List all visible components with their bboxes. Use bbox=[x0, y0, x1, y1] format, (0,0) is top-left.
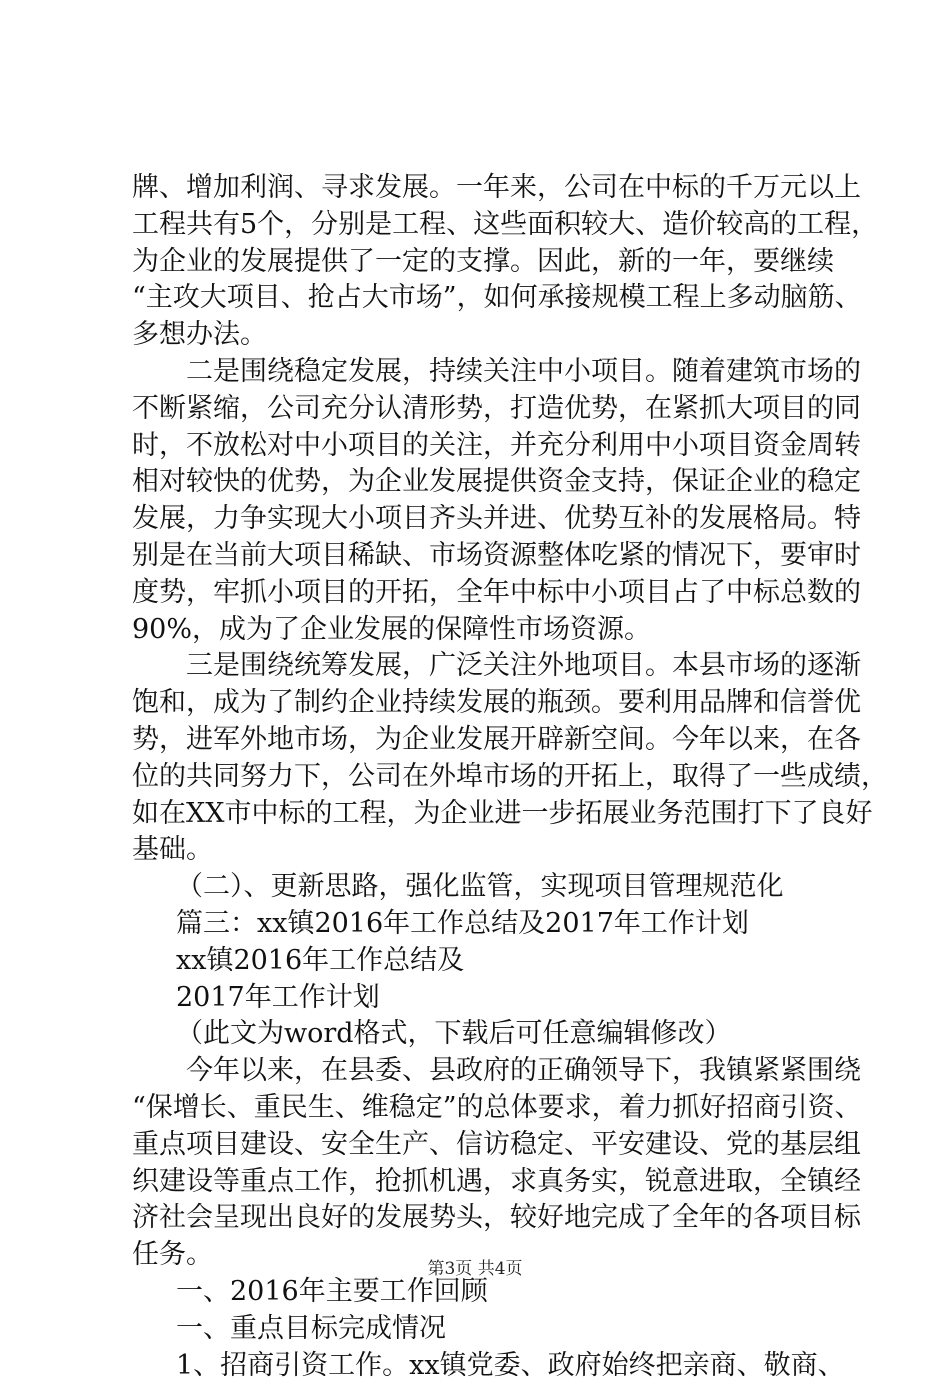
text-line: 工程共有5个，分别是工程、这些面积较大、造价较高的工程， bbox=[132, 207, 824, 244]
text-line: 多想办法。 bbox=[132, 317, 824, 354]
text-line: 位的共同努力下，公司在外埠市场的开拓上，取得了一些成绩， bbox=[132, 759, 824, 796]
text-line: 相对较快的优势，为企业发展提供资金支持，保证企业的稳定 bbox=[132, 464, 824, 501]
text-line: 如在XX市中标的工程，为企业进一步拓展业务范围打下了良好 bbox=[132, 796, 824, 833]
text-line: 为企业的发展提供了一定的支撑。因此，新的一年，要继续 bbox=[132, 244, 824, 281]
doc-title-line-1: xx镇2016年工作总结及 bbox=[132, 943, 824, 980]
text-line: 三是围绕统筹发展，广泛关注外地项目。本县市场的逐渐 bbox=[132, 648, 824, 685]
text-line: 别是在当前大项目稀缺、市场资源整体吃紧的情况下，要审时 bbox=[132, 538, 824, 575]
article-title: 篇三：xx镇2016年工作总结及2017年工作计划 bbox=[132, 906, 824, 943]
text-line: 任务。 bbox=[132, 1237, 824, 1274]
text-line: 重点项目建设、安全生产、信访稳定、平安建设、党的基层组 bbox=[132, 1127, 824, 1164]
text-line: 二是围绕稳定发展，持续关注中小项目。随着建筑市场的 bbox=[132, 354, 824, 391]
section-heading: 一、2016年主要工作回顾 bbox=[132, 1274, 824, 1311]
text-line: “主攻大项目、抢占大市场”，如何承接规模工程上多动脑筋、 bbox=[132, 280, 824, 317]
doc-title-line-2: 2017年工作计划 bbox=[132, 980, 824, 1017]
text-line: 时，不放松对中小项目的关注，并充分利用中小项目资金周转 bbox=[132, 428, 824, 465]
section-heading: （二）、更新思路，强化监管，实现项目管理规范化 bbox=[132, 869, 824, 906]
text-line: 不断紧缩，公司充分认清形势，打造优势，在紧抓大项目的同 bbox=[132, 391, 824, 428]
document-body bbox=[132, 170, 824, 1384]
subsection-heading: 一、重点目标完成情况 bbox=[132, 1311, 824, 1348]
text-line: 饱和，成为了制约企业持续发展的瓶颈。要利用品牌和信誉优 bbox=[132, 685, 824, 722]
format-note: （此文为word格式，下载后可任意编辑修改） bbox=[132, 1016, 824, 1053]
page-number: 第3页 共4页 bbox=[0, 1254, 950, 1279]
text-line: 济社会呈现出良好的发展势头，较好地完成了全年的各项目标 bbox=[132, 1200, 824, 1237]
text-line: “保增长、重民生、维稳定”的总体要求，着力抓好招商引资、 bbox=[132, 1090, 824, 1127]
text-line: 今年以来，在县委、县政府的正确领导下，我镇紧紧围绕 bbox=[132, 1053, 824, 1090]
text-line: 势，进军外地市场，为企业发展开辟新空间。今年以来，在各 bbox=[132, 722, 824, 759]
text-line: 发展，力争实现大小项目齐头并进、优势互补的发展格局。特 bbox=[132, 501, 824, 538]
text-line: 度势，牢抓小项目的开拓，全年中标中小项目占了中标总数的 bbox=[132, 575, 824, 612]
text-line: 1、招商引资工作。xx镇党委、政府始终把亲商、敬商、 bbox=[132, 1348, 824, 1384]
text-line: 90%，成为了企业发展的保障性市场资源。 bbox=[132, 612, 824, 649]
text-line: 基础。 bbox=[132, 832, 824, 869]
text-line: 牌、增加利润、寻求发展。一年来，公司在中标的千万元以上 bbox=[132, 170, 824, 207]
text-line: 织建设等重点工作，抢抓机遇，求真务实，锐意进取，全镇经 bbox=[132, 1164, 824, 1201]
